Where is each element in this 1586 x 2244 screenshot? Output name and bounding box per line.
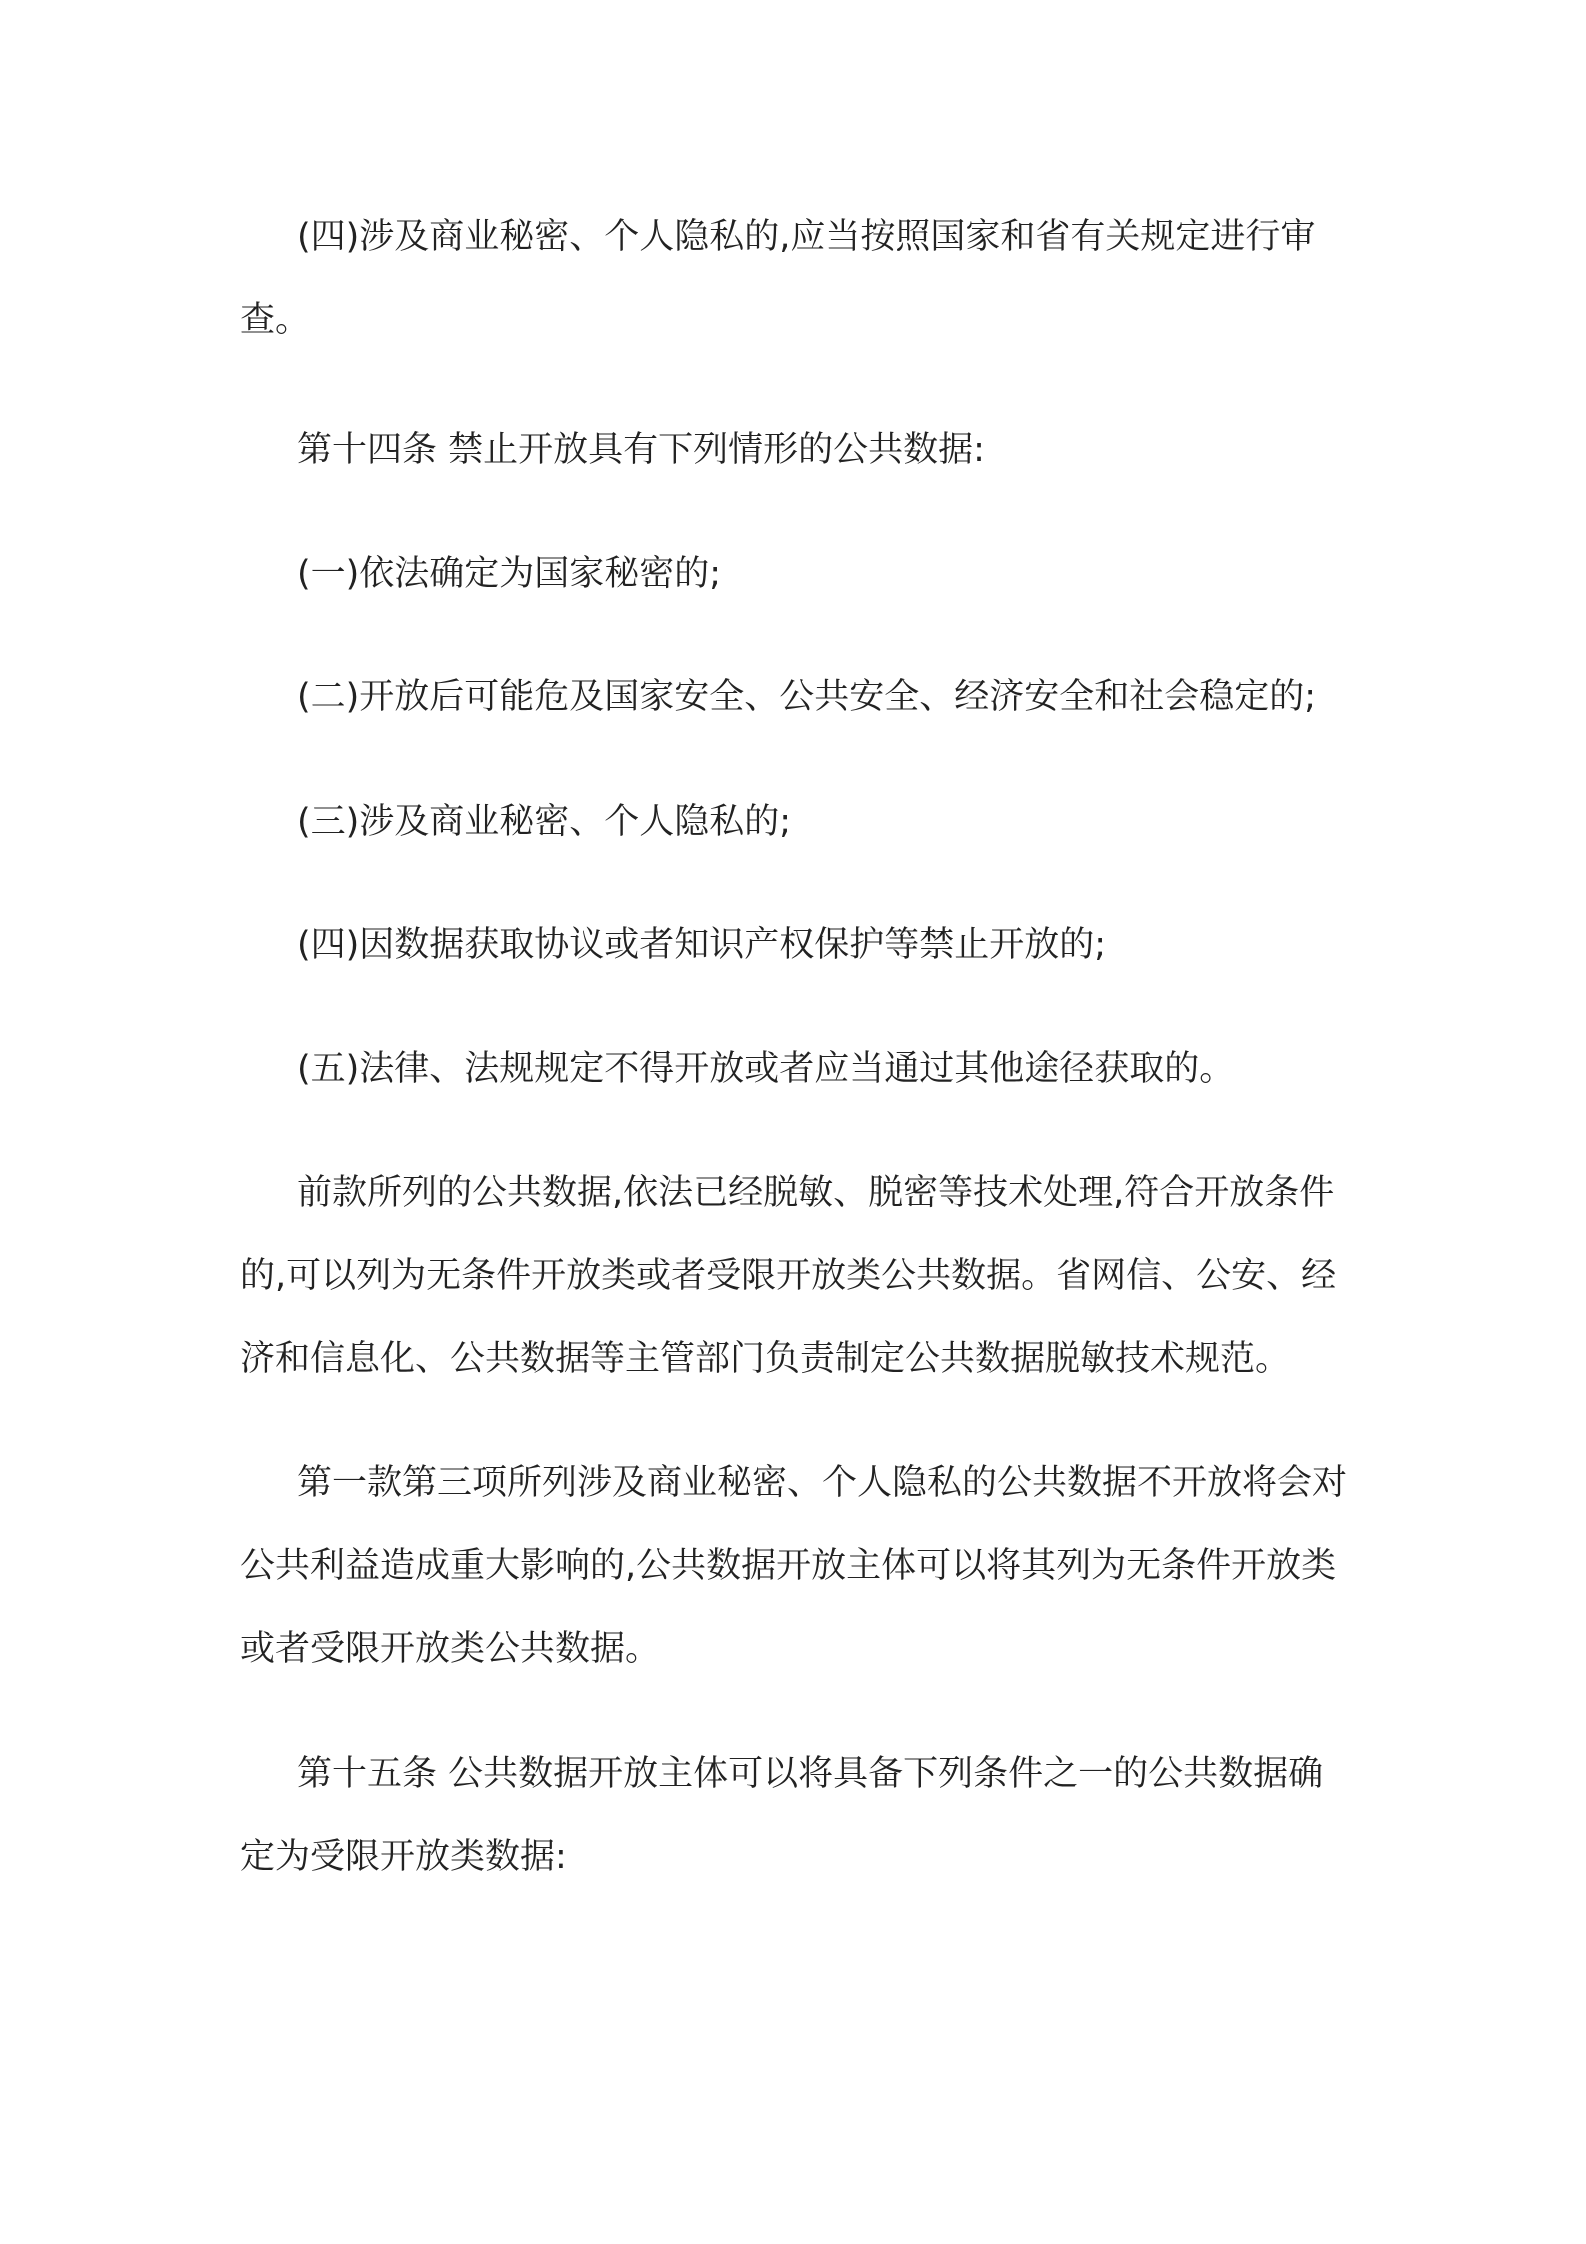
paragraph-item-4-review: (四)涉及商业秘密、个人隐私的,应当按照国家和省有关规定进行审查。 [240,217,1316,340]
paragraph-desensitization: 前款所列的公共数据,依法已经脱敏、脱密等技术处理,符合开放条件的,可以列为无条件开放类或者受限开放类公共数据。省网信、公安、经济和信息化、公共数据等主管部门负责制定公共数据脱敏技术规范。 [240,1173,1337,1379]
paragraph-public-interest: 第一款第三项所列涉及商业秘密、个人隐私的公共数据不开放将会对公共利益造成重大影响的,公共数据开放主体可以将其列为无条件开放类或者受限开放类公共数据。 [240,1463,1348,1669]
article-15-heading: 第十五条 公共数据开放主体可以将具备下列条件之一的公共数据确定为受限开放类数据: [240,1754,1324,1877]
paragraph-item-1-state-secret: (一)依法确定为国家秘密的; [297,554,722,594]
paragraph-item-2-security: (二)开放后可能危及国家安全、公共安全、经济安全和社会稳定的; [297,677,1317,717]
paragraph-item-5-law: (五)法律、法规规定不得开放或者应当通过其他途径获取的。 [297,1049,1235,1089]
paragraph-item-3-privacy: (三)涉及商业秘密、个人隐私的; [297,802,792,842]
paragraph-item-4-agreement: (四)因数据获取协议或者知识产权保护等禁止开放的; [297,925,1107,965]
article-14-heading: 第十四条 禁止开放具有下列情形的公共数据: [297,430,985,470]
